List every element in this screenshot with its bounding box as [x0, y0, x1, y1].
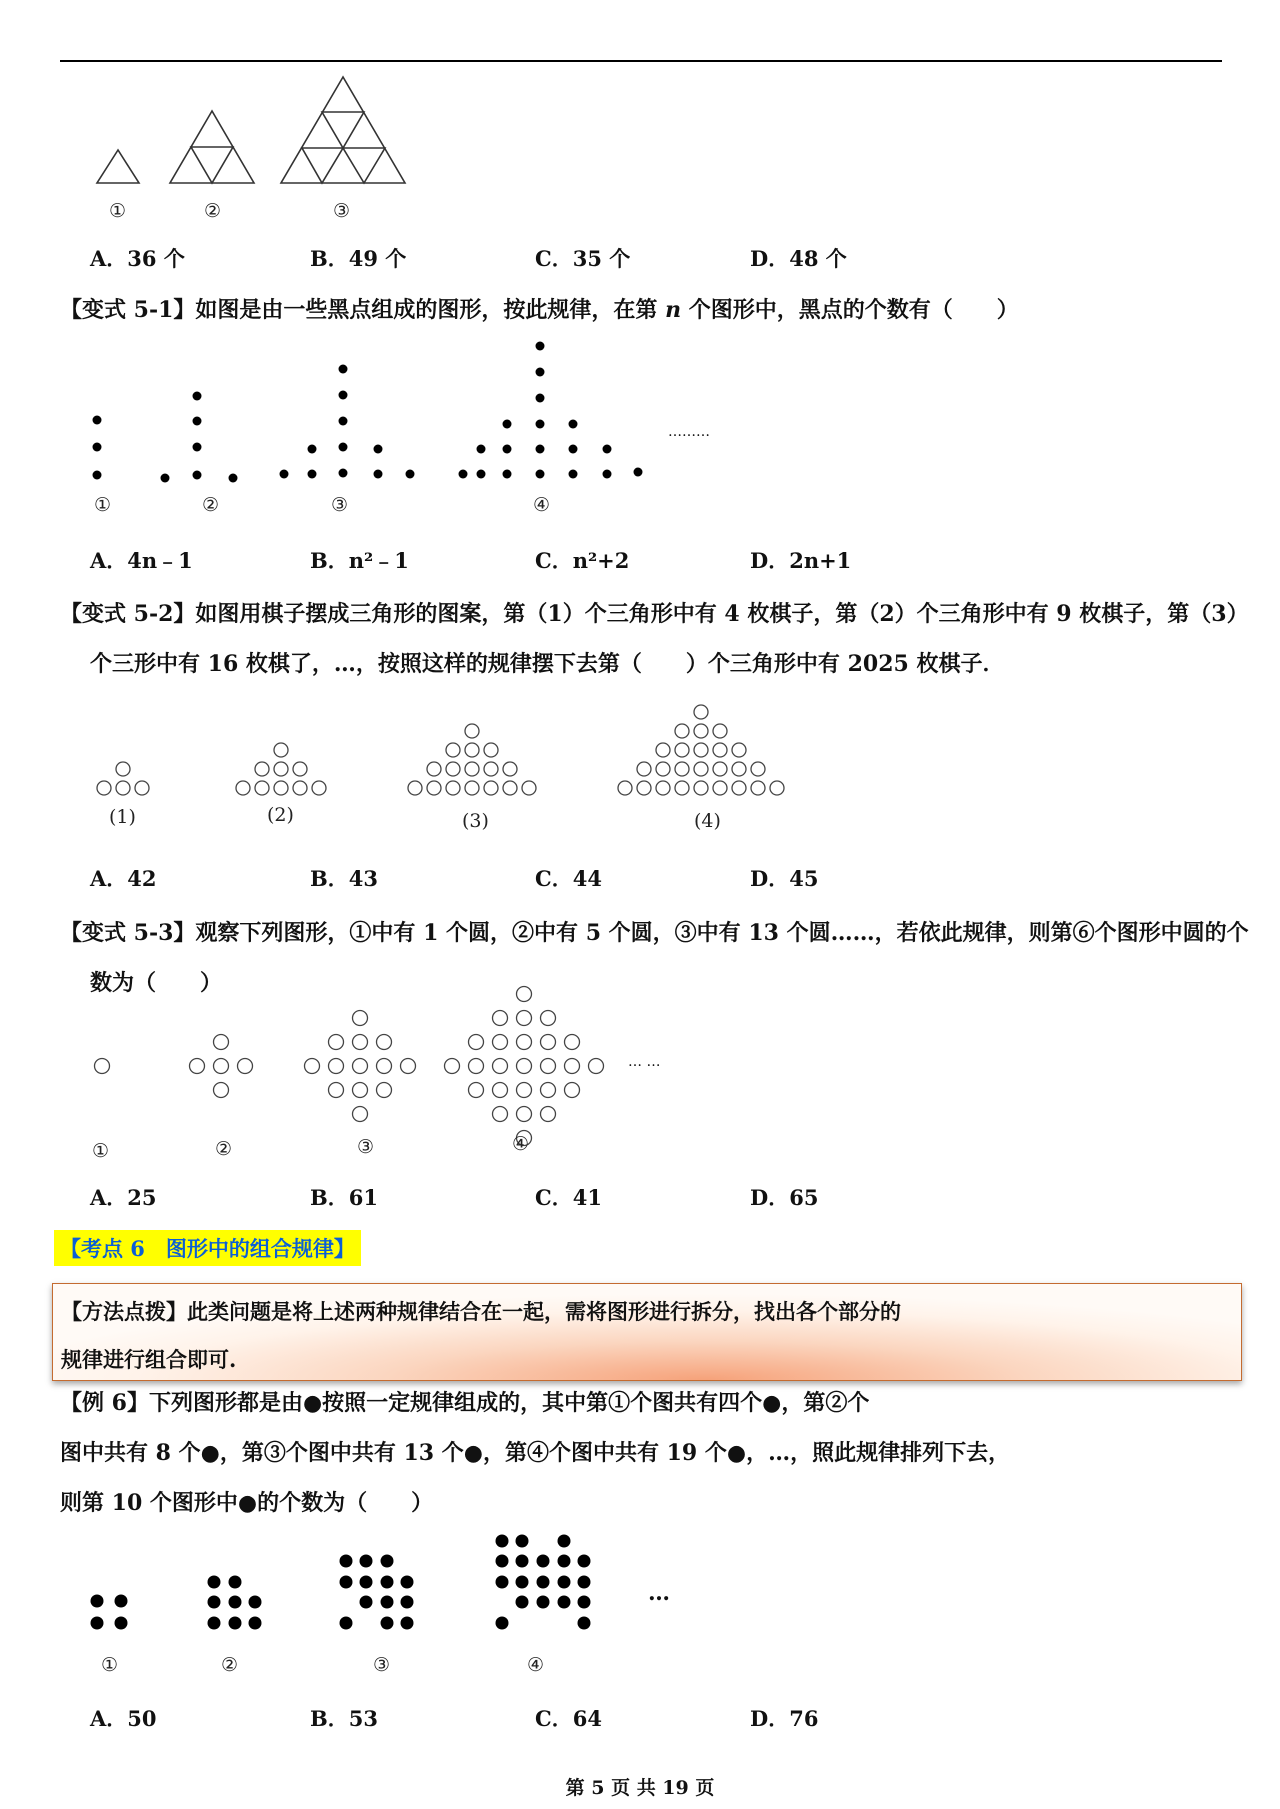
v51-label-2: ② [202, 494, 220, 516]
v51-text-before: 【变式 5-1】如图是由一些黑点组成的图形，按此规律，在第 [60, 297, 666, 323]
v52-line-2: 个三形中有 16 枚棋了，…，按照这样的规律摆下去第（ ）个三角形中有 2025 枚棋子． [90, 651, 1005, 677]
diamond-fig-2 [190, 1035, 253, 1098]
ex6-label-3: ③ [373, 1654, 391, 1676]
dot-fig-3 [280, 365, 415, 479]
v53-option-d: D．65 [750, 1185, 819, 1210]
black-fig-1 [91, 1595, 128, 1630]
black-fig-3 [340, 1555, 414, 1630]
ex6-label-4: ④ [527, 1654, 545, 1676]
v53-line-1: 【变式 5-3】观察下列图形，①中有 1 个圆，②中有 5 个圆，③中有 13 个圆……，若依此规律，则第⑥个图形中圆的个 [60, 920, 1249, 946]
v51-option-c: C．n²+2 [535, 548, 630, 573]
v52-label-1: (1) [109, 806, 136, 828]
q5-label-2: ② [204, 200, 222, 222]
kaodian-6-heading: 【考点 6 图形中的组合规律】 [54, 1230, 361, 1266]
v53-option-c: C．41 [535, 1185, 602, 1210]
method-line-1: 【方法点拨】此类问题是将上述两种规律结合在一起，需将图形进行拆分，找出各个部分的 [61, 1299, 901, 1324]
q5-option-c: C．35 个 [535, 246, 631, 271]
v53-line-2: 数为（ ） [90, 970, 223, 996]
v51-ellipsis: ……… [668, 424, 710, 440]
triangle-fig-2 [170, 111, 254, 183]
header-rule [60, 60, 1222, 62]
dot-fig-1 [93, 416, 102, 480]
ex6-label-1: ① [101, 1654, 119, 1676]
diamond-fig-3 [305, 1011, 416, 1122]
black-dot-figures [0, 0, 1, 1]
ex6-label-2: ② [221, 1654, 239, 1676]
dot-fig-2 [161, 392, 238, 483]
ex6-line-1: 【例 6】下列图形都是由●按照一定规律组成的，其中第①个图共有四个●，第②个 [60, 1390, 870, 1416]
q5-label-3: ③ [333, 200, 351, 222]
v51-text-after: 个图形中，黑点的个数有（ ） [681, 297, 1019, 323]
v52-label-4: (4) [694, 810, 721, 832]
v52-option-b: B．43 [310, 866, 378, 891]
ex6-ellipsis: … [648, 1580, 670, 1606]
v52-line-1: 【变式 5-2】如图用棋子摆成三角形的图案，第（1）个三角形中有 4 枚棋子，第（2）个三角形中有 9 枚棋子，第（3） [60, 601, 1249, 627]
triangle-fig-3 [281, 77, 405, 183]
pyramid-fig-2 [236, 743, 326, 795]
v51-var-n: n [665, 297, 682, 323]
v51-label-1: ① [94, 494, 112, 516]
black-fig-4 [496, 1535, 591, 1630]
q5-option-d: D．48 个 [750, 246, 847, 271]
v53-label-4: ④ [512, 1133, 530, 1155]
v53-ellipsis: … … [628, 1054, 661, 1070]
v52-label-3: (3) [462, 810, 489, 832]
q5-option-a: A．36 个 [90, 246, 185, 271]
v51-option-b: B．n²﹣1 [310, 548, 409, 573]
ex6-option-c: C．64 [535, 1706, 602, 1731]
v51-question [60, 293, 1019, 324]
ex6-option-b: B．53 [310, 1706, 378, 1731]
v53-option-a: A．25 [90, 1185, 157, 1210]
v53-label-1: ① [92, 1140, 110, 1162]
v51-option-d: D．2n+1 [750, 548, 852, 573]
method-box [52, 1283, 1242, 1381]
ex6-option-d: D．76 [750, 1706, 819, 1731]
v51-label-3: ③ [331, 494, 349, 516]
pyramid-fig-3 [408, 724, 536, 795]
ex6-option-a: A．50 [90, 1706, 157, 1731]
q5-label-1: ① [109, 200, 127, 222]
triangle-fig-1 [97, 150, 139, 183]
diamond-fig-4 [445, 987, 604, 1146]
q5-option-b: B．49 个 [310, 246, 407, 271]
v52-option-c: C．44 [535, 866, 602, 891]
dot-fig-4 [459, 342, 643, 479]
v52-option-a: A．42 [90, 866, 157, 891]
pyramid-fig-1 [97, 762, 149, 795]
v51-label-4: ④ [533, 494, 551, 516]
v51-option-a: A．4n﹣1 [90, 548, 193, 573]
ex6-line-2: 图中共有 8 个●，第③个图中共有 13 个●，第④个图中共有 19 个●，…，照此规律排列下去， [60, 1440, 1011, 1466]
diamond-fig-1 [95, 1059, 110, 1074]
v52-label-2: (2) [267, 804, 294, 826]
v53-label-2: ② [215, 1138, 233, 1160]
v53-label-3: ③ [357, 1136, 375, 1158]
method-line-2: 规律进行组合即可. [61, 1347, 237, 1372]
page-footer: 第 5 页 共 19 页 [565, 1777, 715, 1799]
v53-option-b: B．61 [310, 1185, 378, 1210]
pyramid-fig-4 [618, 705, 784, 795]
black-fig-2 [208, 1576, 262, 1630]
ex6-line-3: 则第 10 个图形中●的个数为（ ） [60, 1490, 434, 1516]
v52-option-d: D．45 [750, 866, 819, 891]
